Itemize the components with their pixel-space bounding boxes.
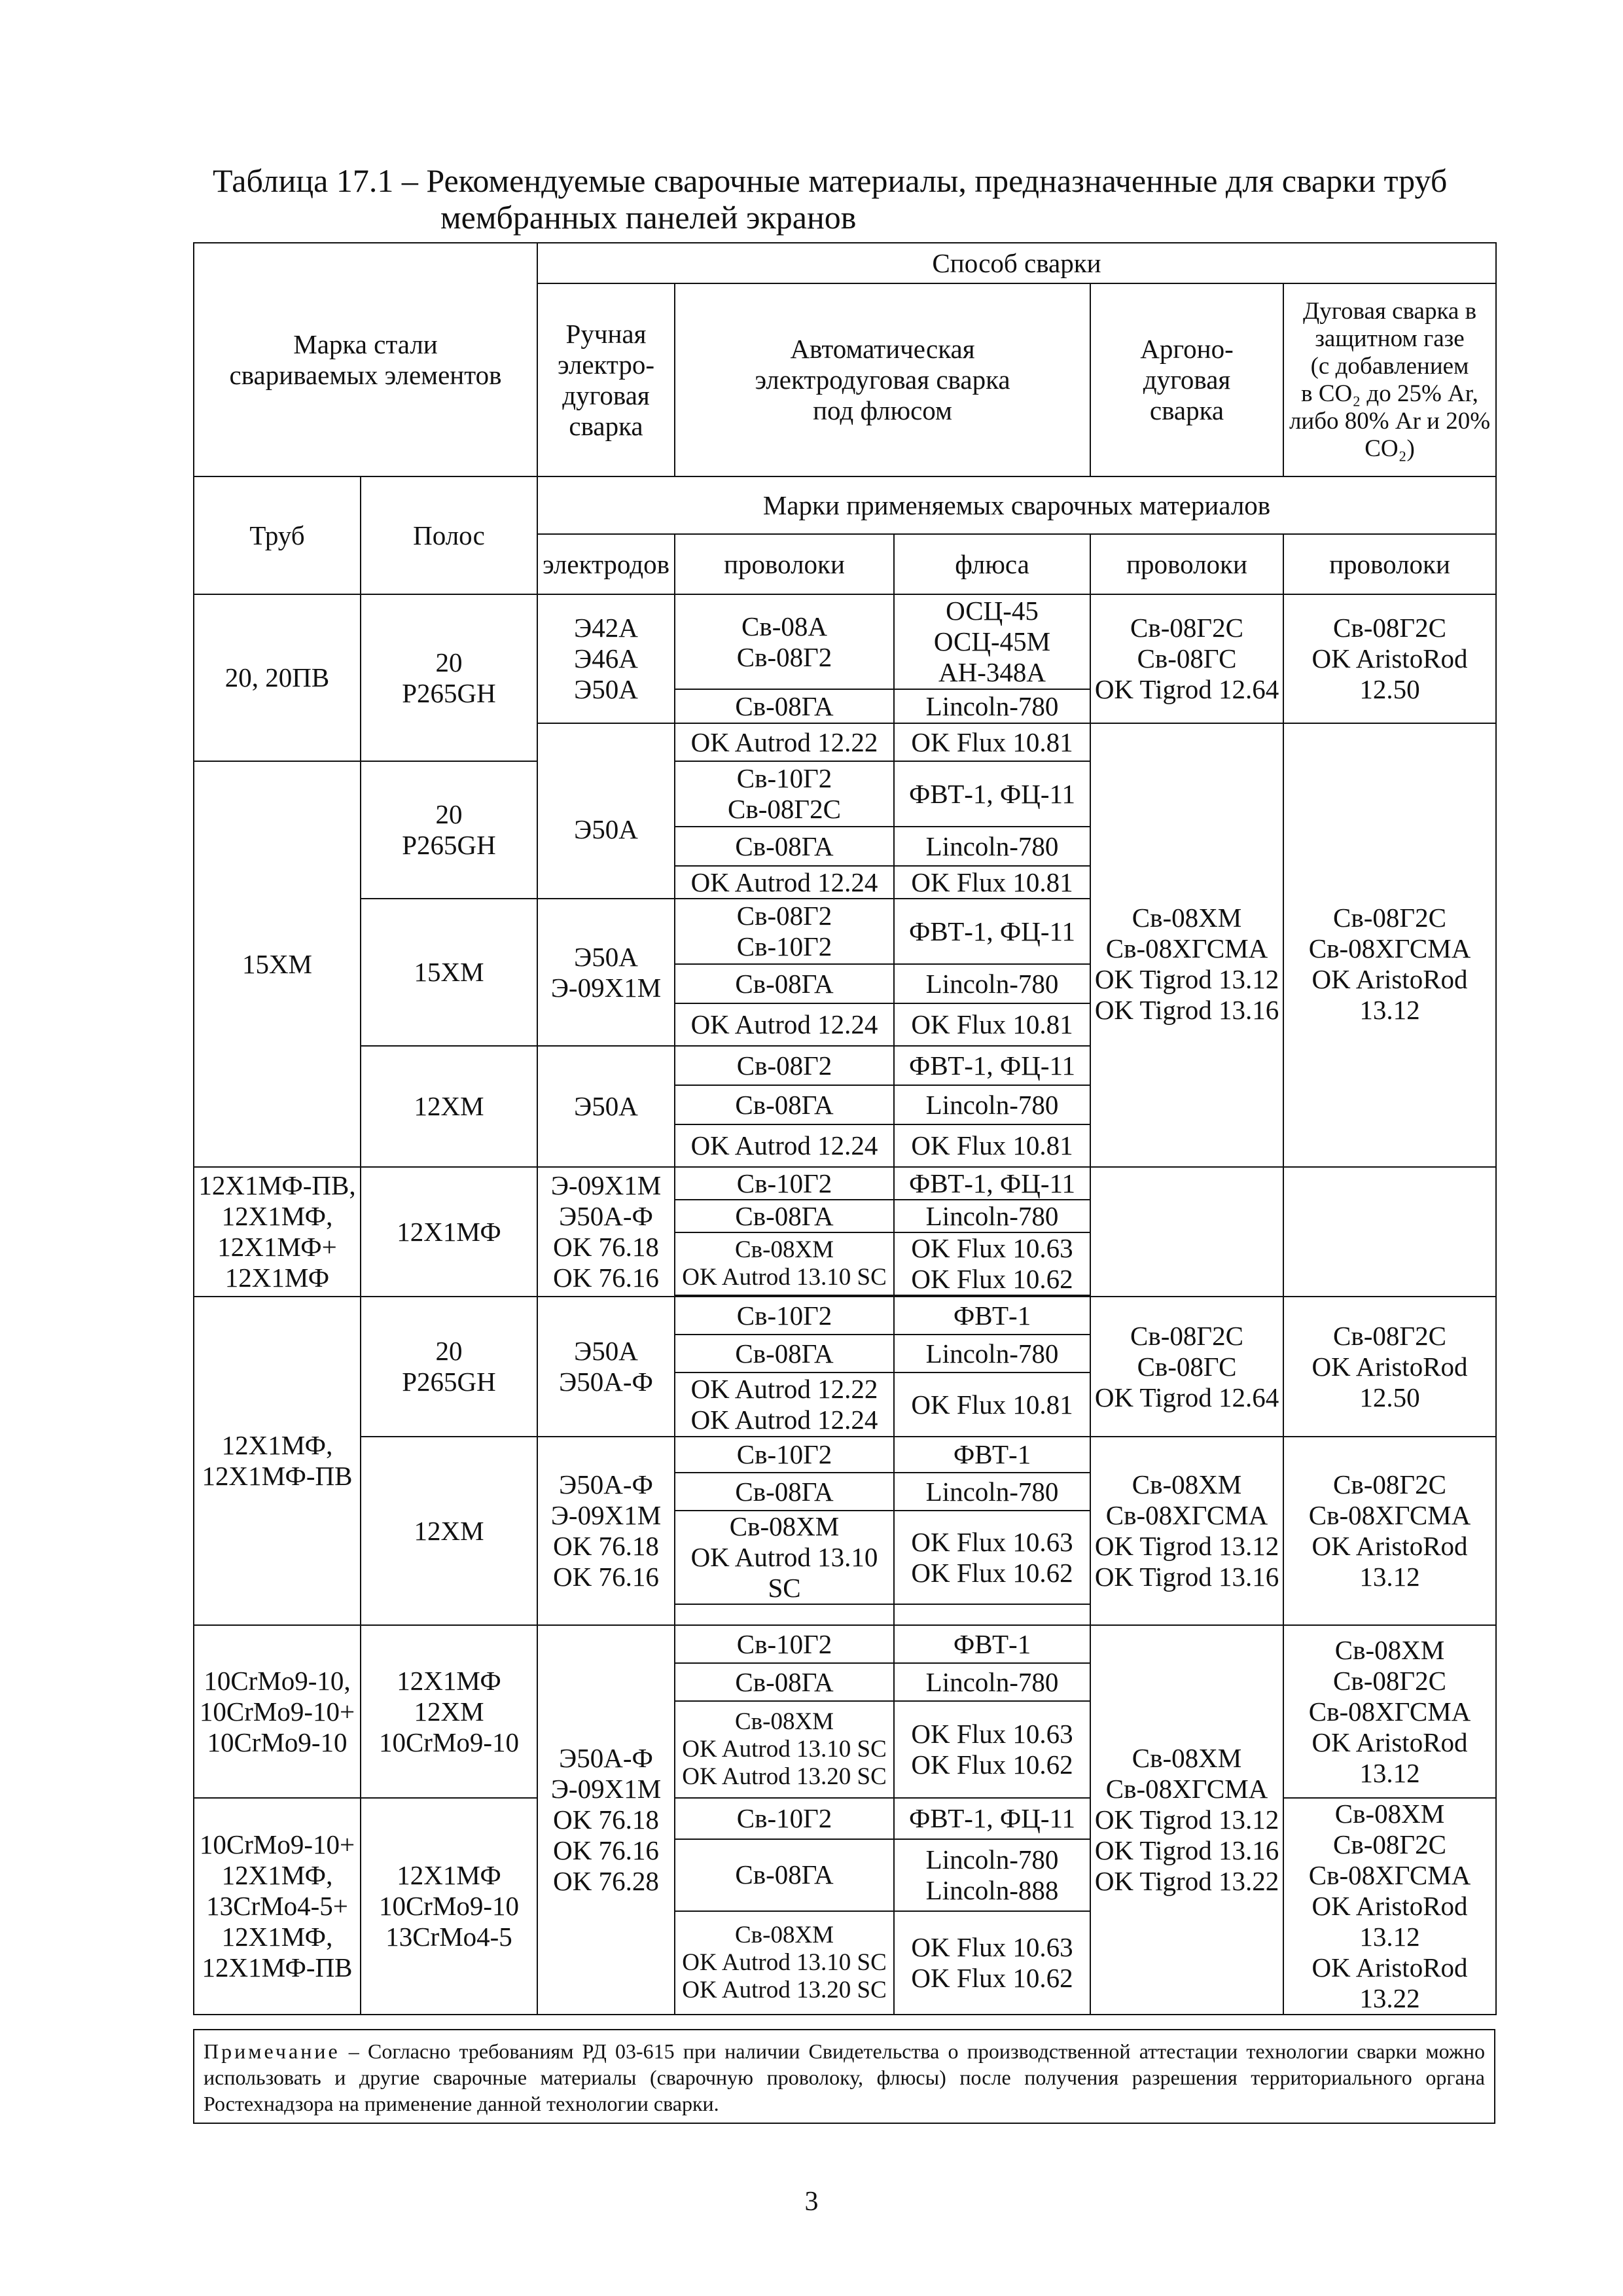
table-cell: ФВТ-1 xyxy=(894,1437,1090,1473)
table-cell: Lincoln-780 xyxy=(894,689,1090,723)
table-cell: Lincoln-780 xyxy=(894,1200,1090,1232)
table-cell: OK Flux 10.81 xyxy=(894,1003,1090,1046)
table-cell: 10CrMo9-10, 10CrMo9-10+ 10CrMo9-10 xyxy=(194,1625,361,1798)
header-method: Способ сварки xyxy=(537,243,1496,283)
table-cell: OK Flux 10.81 xyxy=(894,723,1090,761)
header-electrodes: электродов xyxy=(537,534,675,594)
table-cell: Э50А-Ф Э-09Х1М OK 76.18 OK 76.16 xyxy=(537,1437,675,1625)
table-cell: Св-08ГА xyxy=(675,1335,894,1372)
table-cell: Э50А-Ф Э-09Х1М OK 76.18 OK 76.16 OK 76.28 xyxy=(537,1625,675,2015)
table-cell: 10CrMo9-10+ 12Х1МФ, 13CrMo4-5+ 12Х1МФ, 12Х1МФ-ПВ xyxy=(194,1798,361,2015)
table-cell: OK Autrod 12.24 xyxy=(675,1003,894,1046)
table-cell: ФВТ-1 xyxy=(894,1297,1090,1335)
table-note xyxy=(193,2029,1495,2124)
table-cell: OK Flux 10.63 OK Flux 10.62 xyxy=(894,1232,1090,1295)
table-cell xyxy=(675,1604,894,1625)
table-cell xyxy=(1090,1167,1283,1297)
table-cell: Св-08ГА xyxy=(675,1200,894,1232)
table-cell: ОСЦ-45 ОСЦ-45М АН-348А xyxy=(894,594,1090,689)
header-manual: Ручная электро- дуговая сварка xyxy=(537,283,675,476)
header-flux: флюса xyxy=(894,534,1090,594)
table-cell: 12Х1МФ, 12Х1МФ-ПВ xyxy=(194,1297,361,1625)
table-cell: OK Autrod 12.22 OK Autrod 12.24 xyxy=(675,1372,894,1437)
table-cell: Св-08Г2С OK AristoRod 12.50 xyxy=(1283,594,1496,723)
header-gas: Дуговая сварка в защитном газе (с добавлением в CO₂ до 25% Ar, либо 80% Ar и 20% CO₂) xyxy=(1283,283,1496,476)
table-cell: Св-08Г2С Св-08ХГСМА OK AristoRod 13.12 xyxy=(1283,761,1496,1167)
table-cell: Св-08ХМ Св-08Г2С Св-08ХГСМА OK AristoRod 13.12 OK AristoRod 13.22 xyxy=(1283,1798,1496,2015)
note-text: – Согласно требованиям РД 03-615 при наличии Свидетельства о производственной аттестации технологии сварки можно использовать и другие сварочные материалы (сварочную проволоку, флюсы) после получения разрешения территориального органа Ростехнадзора на применение данной технологии сварки. xyxy=(204,2039,1485,2115)
table-cell: Св-08ГА xyxy=(675,1473,894,1511)
table-cell: ФВТ-1, ФЦ-11 xyxy=(894,899,1090,964)
table-cell: Э50А Э-09Х1М xyxy=(537,899,675,1046)
table-cell: Lincoln-780 xyxy=(894,1335,1090,1372)
table-cell: 20 P265GH xyxy=(361,761,537,899)
table-cell: 15ХМ xyxy=(194,761,361,1167)
welding-materials-table xyxy=(193,242,1497,2015)
table-cell: Э-09Х1М Э50А-Ф OK 76.18 OK 76.16 xyxy=(537,1167,675,1297)
table-cell: ФВТ-1, ФЦ-11 xyxy=(894,1046,1090,1085)
header-wire-argon: проволоки xyxy=(1090,534,1283,594)
table-cell: OK Flux 10.81 xyxy=(894,1372,1090,1437)
table-cell: 15ХМ xyxy=(361,899,537,1046)
table-cell: Э50А xyxy=(537,761,675,899)
table-cell: 12ХМ xyxy=(361,1437,537,1625)
table-cell: Э50А Э50А-Ф xyxy=(537,1297,675,1437)
table-cell: 12ХМ xyxy=(361,1046,537,1167)
table-cell: Св-08Г2С Св-08ГС OK Tigrod 12.64 xyxy=(1090,1297,1283,1437)
header-materials: Марки применяемых сварочных материалов xyxy=(537,476,1496,534)
table-cell: 20 P265GH xyxy=(361,1297,537,1437)
header-strips: Полос xyxy=(361,476,537,594)
table-cell: Св-08ХМ OK Autrod 13.10 SC OK Autrod 13.20 SC xyxy=(675,1911,894,2015)
table-cell: Св-08Г2С Св-08ГС OK Tigrod 12.64 xyxy=(1090,594,1283,723)
table-cell: Св-10Г2 xyxy=(675,1625,894,1663)
table-cell: Св-08ГА xyxy=(675,827,894,866)
table-cell: Св-08ГА xyxy=(675,1663,894,1701)
table-cell: ФВТ-1 xyxy=(894,1625,1090,1663)
table-cell: ФВТ-1, ФЦ-11 xyxy=(894,1167,1090,1200)
table-cell: Св-08ХМ Св-08ХГСМА OK Tigrod 13.12 OK Tigrod 13.16 xyxy=(1090,1437,1283,1625)
table-cell: Св-08ХМ OK Autrod 13.10 SC xyxy=(675,1232,894,1295)
header-argon: Аргоно- дуговая сварка xyxy=(1090,283,1283,476)
table-cell: Св-08ХМ Св-08ХГСМА OK Tigrod 13.12 OK Tigrod 13.16 xyxy=(1090,761,1283,1167)
table-cell: Lincoln-780 xyxy=(894,1663,1090,1701)
caption-line-2: мембранных панелей экранов xyxy=(440,199,857,236)
table-cell: OK Flux 10.63 OK Flux 10.62 xyxy=(894,1911,1090,2015)
caption-line-1: Таблица 17.1 – Рекомендуемые сварочные материалы, предназначенные для сварки труб xyxy=(213,162,1448,199)
header-steel-grade: Марка стали свариваемых элементов xyxy=(194,243,537,476)
header-pipes: Труб xyxy=(194,476,361,594)
table-cell: OK Flux 10.81 xyxy=(894,866,1090,899)
table-cell: Св-08ГА xyxy=(675,1085,894,1124)
table-cell: Св-08ХМ Св-08ХГСМА OK Tigrod 13.12 OK Tigrod 13.16 OK Tigrod 13.22 xyxy=(1090,1625,1283,2015)
table-cell xyxy=(1283,723,1496,761)
table-cell: Lincoln-780 Lincoln-888 xyxy=(894,1839,1090,1910)
table-cell: Lincoln-780 xyxy=(894,964,1090,1003)
table-cell: Св-10Г2 xyxy=(675,1798,894,1839)
table-cell: Св-08ХМ OK Autrod 13.10 SC OK Autrod 13.20 SC xyxy=(675,1701,894,1798)
table-cell: Св-08ХМ Св-08Г2С Св-08ХГСМА OK AristoRod 13.12 xyxy=(1283,1625,1496,1798)
table-cell: OK Flux 10.63 OK Flux 10.62 xyxy=(894,1511,1090,1604)
table-caption xyxy=(213,162,1508,236)
table-cell: Lincoln-780 xyxy=(894,1473,1090,1511)
table-cell: Св-08Г2 Св-10Г2 xyxy=(675,899,894,964)
table-cell: 12Х1МФ 10CrMo9-10 13CrMo4-5 xyxy=(361,1798,537,2015)
table-cell: Св-08ХМ OK Autrod 13.10 SC xyxy=(675,1511,894,1604)
header-wire-gas: проволоки xyxy=(1283,534,1496,594)
table-cell: Св-08ГА xyxy=(675,1839,894,1910)
table-cell: Св-08Г2С Св-08ХГСМА OK AristoRod 13.12 xyxy=(1283,1437,1496,1625)
table-cell xyxy=(894,1604,1090,1625)
table-cell xyxy=(1090,723,1283,761)
table-cell: ФВТ-1, ФЦ-11 xyxy=(894,1798,1090,1839)
table-cell: Св-08Г2 xyxy=(675,1046,894,1085)
table-cell: Св-10Г2 Св-08Г2С xyxy=(675,761,894,827)
table-cell: Св-08ГА xyxy=(675,964,894,1003)
header-wire: проволоки xyxy=(675,534,894,594)
table-cell: Св-08А Св-08Г2 xyxy=(675,594,894,689)
table-cell: 12Х1МФ-ПВ, 12Х1МФ, 12Х1МФ+ 12Х1МФ xyxy=(194,1167,361,1297)
table-cell: ФВТ-1, ФЦ-11 xyxy=(894,761,1090,827)
note-label: Примечание xyxy=(204,2039,340,2063)
table-cell: Э50А xyxy=(537,1046,675,1167)
page-number: 3 xyxy=(804,2187,819,2217)
table-cell: Э42А Э46А Э50А xyxy=(537,594,675,723)
table-cell: Св-10Г2 xyxy=(675,1437,894,1473)
table-cell: Св-10Г2 xyxy=(675,1297,894,1335)
table-cell xyxy=(537,723,675,761)
table-cell: OK Autrod 12.22 xyxy=(675,723,894,761)
table-cell: Св-10Г2 xyxy=(675,1167,894,1200)
table-cell: 12Х1МФ xyxy=(361,1167,537,1297)
header-auto: Автоматическая электродуговая сварка под флюсом xyxy=(675,283,1090,476)
table-cell: OK Flux 10.63 OK Flux 10.62 xyxy=(894,1701,1090,1798)
table-cell: 12Х1МФ 12ХМ 10CrMo9-10 xyxy=(361,1625,537,1798)
table-cell: Св-08Г2С OK AristoRod 12.50 xyxy=(1283,1297,1496,1437)
table-cell: Lincoln-780 xyxy=(894,1085,1090,1124)
table-cell: OK Autrod 12.24 xyxy=(675,866,894,899)
table-cell: 20 P265GH xyxy=(361,594,537,761)
table-cell: Lincoln-780 xyxy=(894,827,1090,866)
table-cell: OK Autrod 12.24 xyxy=(675,1124,894,1167)
table-cell: Св-08ГА xyxy=(675,689,894,723)
table-cell: OK Flux 10.81 xyxy=(894,1124,1090,1167)
table-cell: 20, 20ПВ xyxy=(194,594,361,761)
table-cell xyxy=(1283,1167,1496,1297)
